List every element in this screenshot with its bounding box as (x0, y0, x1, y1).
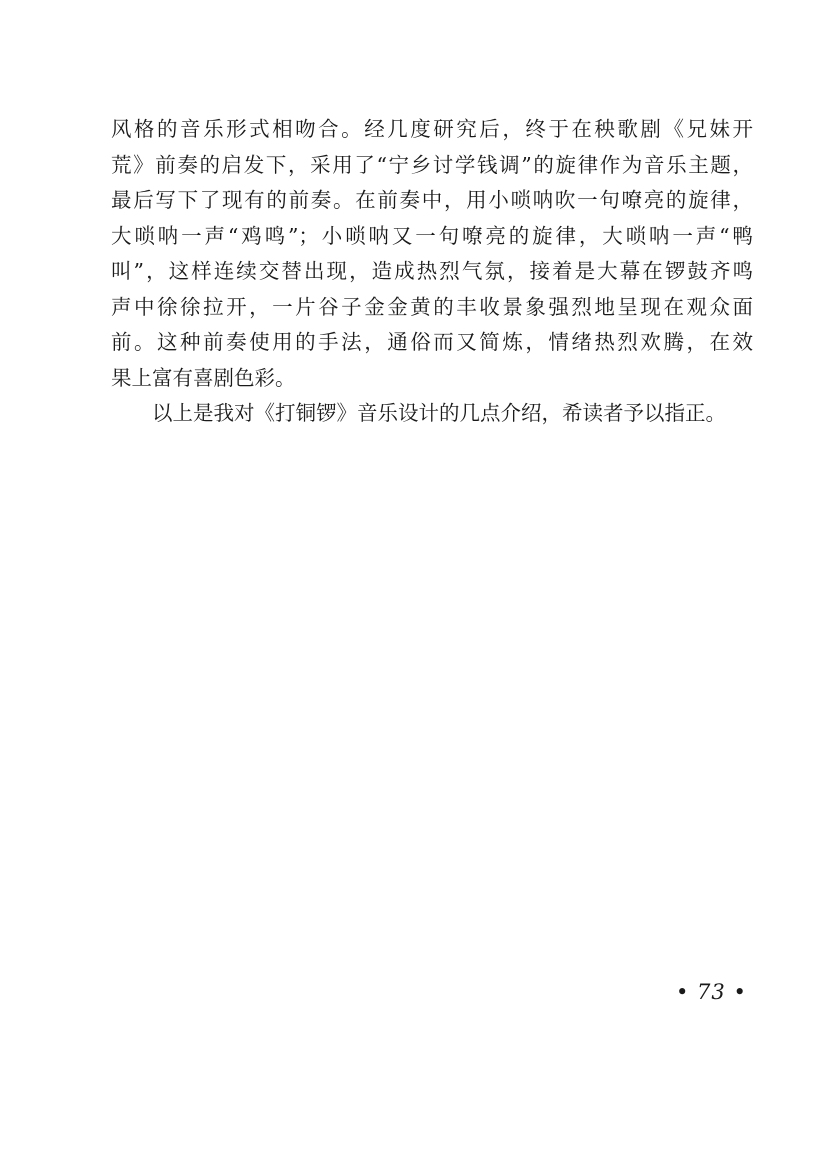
page-number: • 73 • (676, 980, 747, 1004)
text-line: 大唢呐一声“鸡鸣”；小唢呐又一句嘹亮的旋律，大唢呐一声“鸭 (111, 223, 753, 248)
text-line: 最后写下了现有的前奏。在前奏中，用小唢呐吹一句嘹亮的旋律， (111, 188, 753, 212)
text-line: 风格的音乐形式相吻合。经几度研究后，终于在秧歌剧《兄妹开 (111, 117, 753, 141)
text-line: 前。这种前奏使用的手法，通俗而又简炼，情绪热烈欢腾，在效 (111, 330, 753, 354)
text-line: 声中徐徐拉开，一片谷子金金黄的丰收景象强烈地呈现在观众面 (111, 294, 753, 319)
closing-paragraph: 以上是我对《打铜锣》音乐设计的几点介绍，希读者予以指正。 (152, 401, 726, 425)
text-line: 荒》前奏的启发下，采用了“宁乡讨学钱调”的旋律作为音乐主题， (111, 152, 753, 177)
text-line: 果上富有喜剧色彩。 (111, 365, 296, 390)
text-line: 叫”，这样连续交替出现，造成热烈气氛，接着是大幕在锣鼓齐鸣 (111, 259, 753, 283)
body-text (111, 112, 753, 432)
